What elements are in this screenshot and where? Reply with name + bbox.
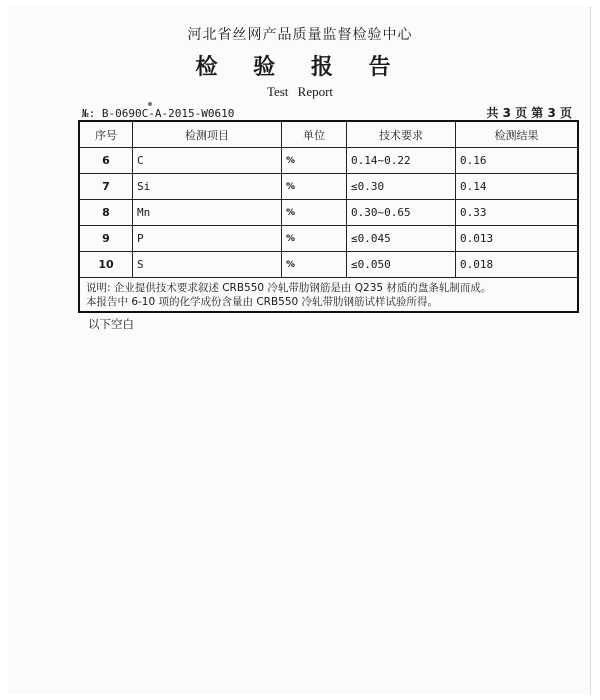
row-requirement: 0.30~0.65 (347, 200, 456, 226)
row-unit: % (282, 200, 347, 226)
table-row (79, 174, 578, 200)
row-seq: 8 (79, 200, 133, 226)
row-requirement: ≤0.045 (347, 226, 456, 252)
column-header-unit: 单位 (282, 121, 347, 148)
column-header-requirement: 技术要求 (347, 121, 456, 148)
report-subtitle: Test Report (266, 84, 334, 99)
table-row (79, 148, 578, 174)
table-row (79, 200, 578, 226)
note-line: 本报告中 6-10 项的化学成份含量由 CRB550 冷轧带肋钢筋试样试验所得。 (86, 296, 439, 308)
row-result: 0.33 (456, 200, 579, 226)
row-result: 0.013 (456, 226, 579, 252)
table-row (79, 252, 578, 278)
note-line: 说明: 企业提供技术要求叙述 CRB550 冷轧带肋钢筋是由 Q235 材质的盘条轧制而成。 (86, 282, 492, 294)
row-item: S (133, 252, 282, 278)
report-number: №: B-0690C-A-2015-W0610 (82, 107, 235, 120)
row-unit: % (282, 174, 347, 200)
report-title: 检 验 报 告 (195, 54, 405, 80)
notes-cell (79, 278, 578, 313)
row-seq: 10 (79, 252, 133, 278)
row-item: Mn (133, 200, 282, 226)
row-seq: 6 (79, 148, 133, 174)
notes-row (79, 278, 578, 313)
row-requirement: 0.14~0.22 (347, 148, 456, 174)
blank-below-marker: 以下空白 (88, 317, 134, 331)
row-unit: % (282, 226, 347, 252)
row-unit: % (282, 252, 347, 278)
ink-speck (148, 102, 152, 106)
organization-name: 河北省丝网产品质量监督检验中心 (187, 27, 413, 43)
row-item: C (133, 148, 282, 174)
test-results-table (78, 120, 579, 313)
table-row (79, 226, 578, 252)
row-requirement: ≤0.30 (347, 174, 456, 200)
row-result: 0.16 (456, 148, 579, 174)
row-seq: 7 (79, 174, 133, 200)
row-seq: 9 (79, 226, 133, 252)
row-unit: % (282, 148, 347, 174)
column-header-result: 检测结果 (456, 121, 579, 148)
page-info: 共 3 页 第 3 页 (486, 106, 572, 120)
row-result: 0.018 (456, 252, 579, 278)
row-item: P (133, 226, 282, 252)
table-header-row (79, 121, 578, 148)
column-header-item: 检测项目 (133, 121, 282, 148)
row-result: 0.14 (456, 174, 579, 200)
row-item: Si (133, 174, 282, 200)
row-requirement: ≤0.050 (347, 252, 456, 278)
column-header-seq: 序号 (79, 121, 133, 148)
